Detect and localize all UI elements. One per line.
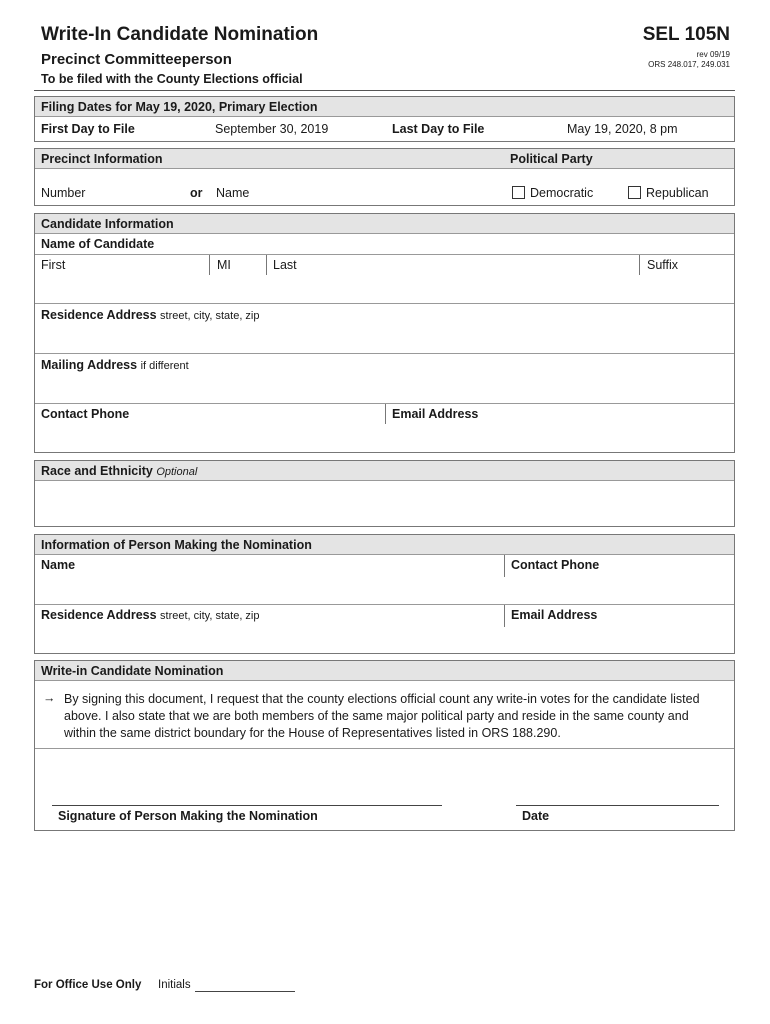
nominator-residence-field[interactable] bbox=[41, 608, 260, 622]
mi-divider bbox=[209, 255, 210, 275]
residence-label: Residence Address bbox=[41, 308, 157, 322]
signature-line[interactable] bbox=[52, 805, 442, 806]
row-divider bbox=[35, 604, 734, 605]
candidate-residence-field[interactable] bbox=[41, 308, 260, 322]
precinct-name-field[interactable]: Name bbox=[216, 186, 250, 200]
date-label: Date bbox=[522, 809, 550, 823]
filing-dates-section bbox=[34, 96, 735, 142]
candidate-suffix-field[interactable]: Suffix bbox=[647, 258, 679, 272]
form-subtitle: Precinct Committeeperson bbox=[41, 51, 232, 68]
signature-label: Signature of Person Making the Nomination bbox=[58, 809, 318, 823]
email-divider bbox=[504, 605, 505, 627]
first-day-label: First Day to File bbox=[41, 122, 135, 136]
residence-hint: street, city, state, zip bbox=[160, 310, 260, 322]
nomination-heading: Write-in Candidate Nomination bbox=[35, 661, 734, 681]
nominator-phone-field[interactable]: Contact Phone bbox=[511, 558, 600, 572]
nomination-section bbox=[34, 660, 735, 831]
republican-checkbox[interactable] bbox=[628, 186, 641, 199]
nomination-statement: By signing this document, I request that the county elections official count any write-in votes for the candidate listed above. I also state that we are both members of the same major political party and reside in the same county and within the same district boundary for the House of Representatives listed in ORS 188.290. bbox=[64, 692, 700, 740]
last-divider bbox=[266, 255, 267, 275]
precinct-heading-label: Precinct Information bbox=[41, 152, 163, 166]
form-title: Write-In Candidate Nomination bbox=[41, 24, 319, 45]
name-divider bbox=[35, 254, 734, 255]
mailing-hint: if different bbox=[140, 360, 189, 372]
form-revision bbox=[648, 50, 730, 70]
race-ethnicity-field[interactable] bbox=[35, 482, 734, 526]
democratic-checkbox[interactable] bbox=[512, 186, 525, 199]
office-use-label: For Office Use Only bbox=[34, 979, 142, 991]
candidate-name-heading: Name of Candidate bbox=[41, 237, 155, 251]
race-optional-hint: Optional bbox=[156, 466, 198, 478]
row-divider bbox=[35, 353, 734, 354]
nominator-section bbox=[34, 534, 735, 654]
precinct-section bbox=[34, 148, 735, 206]
statement-divider bbox=[35, 748, 734, 749]
initials-label: Initials bbox=[158, 979, 191, 991]
suffix-divider bbox=[639, 255, 640, 275]
first-day-value: September 30, 2019 bbox=[215, 122, 329, 136]
democratic-label: Democratic bbox=[530, 186, 594, 200]
nominator-residence-hint: street, city, state, zip bbox=[160, 610, 260, 622]
candidate-phone-field[interactable]: Contact Phone bbox=[41, 407, 130, 421]
candidate-heading: Candidate Information bbox=[35, 214, 734, 234]
date-line[interactable] bbox=[516, 805, 719, 806]
race-heading bbox=[35, 461, 734, 481]
last-day-value: May 19, 2020, 8 pm bbox=[567, 122, 678, 136]
arrow-icon: → bbox=[43, 691, 56, 705]
nominator-email-field[interactable]: Email Address bbox=[511, 608, 598, 622]
republican-label: Republican bbox=[646, 186, 709, 200]
candidate-section bbox=[34, 213, 735, 453]
nominator-residence-label: Residence Address bbox=[41, 608, 157, 622]
row-divider bbox=[35, 303, 734, 304]
nominator-heading: Information of Person Making the Nomination bbox=[35, 535, 734, 555]
ors-reference: ORS 248.017, 249.031 bbox=[648, 60, 730, 69]
mailing-label: Mailing Address bbox=[41, 358, 138, 372]
form-id: SEL 105N bbox=[642, 24, 730, 45]
or-label: or bbox=[190, 186, 203, 200]
candidate-mi-field[interactable]: MI bbox=[217, 258, 231, 272]
political-party-heading: Political Party bbox=[510, 152, 593, 166]
precinct-heading bbox=[35, 149, 734, 169]
filing-instruction: To be filed with the County Elections official bbox=[41, 72, 303, 86]
candidate-email-field[interactable]: Email Address bbox=[392, 407, 479, 421]
initials-line[interactable] bbox=[195, 991, 295, 992]
revision-date: rev 09/19 bbox=[696, 50, 730, 59]
header-divider bbox=[34, 90, 735, 91]
candidate-first-name-field[interactable]: First bbox=[41, 258, 66, 272]
precinct-number-field[interactable]: Number bbox=[41, 186, 86, 200]
last-day-label: Last Day to File bbox=[392, 122, 485, 136]
candidate-mailing-field[interactable] bbox=[41, 358, 189, 372]
race-section bbox=[34, 460, 735, 527]
email-divider bbox=[385, 404, 386, 424]
nominator-name-field[interactable]: Name bbox=[41, 558, 76, 572]
phone-divider bbox=[504, 555, 505, 577]
candidate-last-name-field[interactable]: Last bbox=[273, 258, 297, 272]
race-heading-label: Race and Ethnicity bbox=[41, 464, 153, 478]
filing-dates-heading: Filing Dates for May 19, 2020, Primary Election bbox=[35, 97, 734, 117]
